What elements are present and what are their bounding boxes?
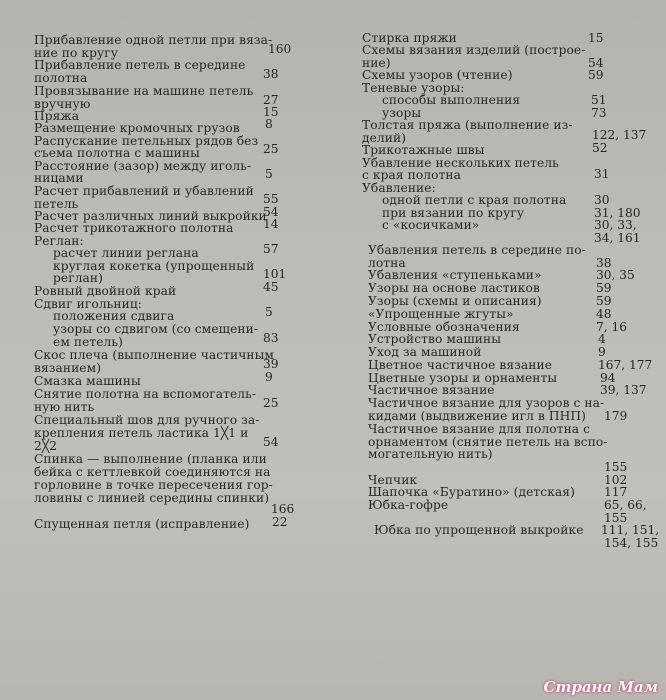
index-page-number: 48 (596, 307, 612, 321)
index-entry-text: Расчет различных линий выкройки (34, 209, 267, 223)
index-page-number: 30 (594, 193, 610, 207)
index-entry-text: Расчет прибавлений и убавлений (34, 184, 254, 198)
index-entry-text: Смазка машины (34, 374, 141, 388)
index-entry-text: орнаментом (снятие петель на вспо- (368, 435, 608, 449)
index-page-number: 57 (263, 242, 279, 256)
index-entry-text: Частичное вязание для полотна с (368, 422, 591, 436)
index-page-number: 8 (265, 117, 273, 131)
index-page-number: 31, 180 (594, 206, 641, 220)
index-entry-text: узоры со сдвигом (со смещени- (53, 322, 259, 336)
index-entry-text: ную нить (34, 400, 95, 414)
index-entry-text: Узоры на основе ластиков (368, 281, 540, 295)
index-page-number: 160 (268, 42, 292, 56)
index-entry-text: Толстая пряжа (выполнение из- (362, 118, 573, 132)
index-page-number: 14 (263, 217, 279, 231)
index-page-number: 65, 66, (604, 498, 647, 512)
index-entry-text: Частичное вязание (368, 383, 495, 397)
index-entry-text: Убавление: (362, 181, 436, 195)
index-page-number: 31 (594, 167, 610, 181)
index-page-number: 117 (604, 485, 628, 499)
index-page-number: 59 (596, 294, 612, 308)
index-page-number: 54 (588, 56, 604, 70)
index-page-number: 45 (263, 280, 279, 294)
index-entry-text: полотна (34, 71, 88, 85)
index-entry-text: 2╳2 (34, 439, 58, 453)
index-page-number: 166 (271, 502, 295, 516)
index-entry-text: Скос плеча (выполнение частичным (34, 348, 275, 362)
index-entry-text: делий) (362, 131, 407, 145)
index-entry-text: Реглан: (34, 234, 84, 248)
index-page-number: 179 (604, 409, 628, 423)
index-page-number: 38 (596, 256, 612, 270)
index-page-number: 155 (604, 460, 628, 474)
index-entry-text: при вязании по кругу (382, 206, 525, 220)
index-page-number: 39, 137 (600, 383, 647, 397)
index-entry-text: горловине в точке пересечения гор- (34, 478, 273, 492)
index-entry-text: Распускание петельных рядов без (34, 134, 259, 148)
index-page-number: 51 (591, 93, 607, 107)
index-entry-text: вязанием) (34, 361, 102, 375)
index-page-number: 15 (588, 31, 604, 45)
index-entry-text: Расчет трикотажного полотна (34, 221, 234, 235)
index-page-number: 38 (263, 67, 279, 81)
index-entry-text: петель (34, 197, 79, 211)
index-page-number: 155 (604, 511, 628, 525)
index-entry-text: Убавления «ступеньками» (368, 268, 542, 282)
index-page-number: 54 (263, 435, 279, 449)
index-entry-text: могательную нить) (368, 447, 493, 461)
index-entry-text: Спущенная петля (исправление) (34, 517, 250, 531)
index-page-number: 94 (600, 371, 616, 385)
index-entry-text: реглан) (53, 271, 103, 285)
index-entry-text: расчет линии реглана (53, 246, 199, 260)
index-page-number: 30, 35 (596, 268, 635, 282)
index-entry-text: ние) (362, 56, 391, 70)
index-entry-text: с края полотна (362, 168, 462, 182)
index-page-number: 15 (263, 105, 279, 119)
index-entry-text: «Упрощенные жгуты» (368, 307, 514, 321)
index-entry-text: Ровный двойной край (34, 284, 177, 298)
index-page-number: 111, 151, (601, 523, 660, 537)
index-page-number: 5 (265, 167, 273, 181)
index-page-number: 122, 137 (592, 128, 647, 142)
index-entry-text: Юбка-гофре (368, 498, 449, 512)
index-entry-text: Спинка — выполнение (планка или (34, 452, 267, 466)
index-entry-text: вручную (34, 97, 91, 111)
index-entry-text: Узоры (схемы и описания) (368, 294, 542, 308)
index-entry-text: способы выполнения (382, 93, 521, 107)
watermark-logo: Страна Мам (543, 678, 658, 696)
index-entry-text: Размещение кромочных грузов (34, 121, 240, 135)
index-entry-text: ем петель) (53, 335, 123, 349)
index-entry-text: Прибавление петель в середине (34, 58, 246, 72)
index-page-number: 4 (598, 332, 606, 346)
index-page-number: 5 (265, 305, 273, 319)
index-entry-text: Цветные узоры и орнаменты (368, 371, 558, 385)
index-page-number: 34, 161 (594, 231, 641, 245)
index-entry-text: ницами (34, 171, 84, 185)
index-page-number: 73 (591, 106, 607, 120)
index-page-number: 59 (588, 68, 604, 82)
index-page-number: 30, 33, (594, 218, 637, 232)
index-entry-text: Убавления петель в середине по- (368, 243, 586, 257)
index-entry-text: одной петли с края полотна (382, 193, 567, 207)
index-page-number: 22 (272, 515, 288, 529)
index-entry-text: Сдвиг игольниц: (34, 297, 142, 311)
index-entry-text: Схемы узоров (чтение) (362, 68, 513, 82)
index-entry-text: Провязывание на машине петель (34, 84, 254, 98)
index-entry-text: лотна (368, 256, 406, 270)
index-entry-text: Прибавление одной петли при вяза- (34, 33, 273, 47)
index-page-number: 54 (263, 205, 279, 219)
index-page-number: 154, 155 (604, 536, 659, 550)
index-entry-text: Уход за машиной (368, 345, 482, 359)
index-entry-text: Трикотажные швы (362, 143, 485, 157)
index-page-number: 7, 16 (596, 320, 628, 334)
index-entry-text: кидами (выдвижение игл в ПНП) (368, 409, 586, 423)
index-entry-text: съема полотна с машины (34, 146, 200, 160)
index-page-number: 101 (263, 267, 287, 281)
index-entry-text: крепления петель ластика 1╳1 и (34, 426, 249, 440)
index-page-number: 59 (596, 281, 612, 295)
index-entry-text: бейка с кеттлевкой соединяются на (34, 465, 271, 479)
index-entry-text: с «косичками» (382, 218, 480, 232)
index-page-number: 9 (265, 370, 273, 384)
index-page-number: 102 (604, 473, 628, 487)
index-entry-text: Юбка по упрощенной выкройке (374, 523, 584, 537)
index-entry-text: Схемы вязания изделий (построе- (362, 43, 586, 57)
index-entry-text: ние по кругу (34, 46, 119, 60)
index-page-number: 27 (263, 93, 279, 107)
index-entry-text: положения сдвига (53, 309, 175, 323)
index-entry-text: Стирка пряжи (362, 31, 457, 45)
index-entry-text: Теневые узоры: (362, 81, 465, 95)
index-entry-text: Чепчик (368, 473, 418, 487)
index-page-number: 25 (263, 142, 279, 156)
index-page-number: 167, 177 (598, 358, 653, 372)
index-entry-text: Пряжа (34, 109, 80, 123)
index-page-number: 83 (263, 331, 279, 345)
index-entry-text: Устройство машины (368, 332, 502, 346)
index-entry-text: Частичное вязание для узоров с на- (368, 396, 605, 410)
index-entry-text: Условные обозначения (368, 320, 520, 334)
index-entry-text: ловины с линией середины спинки) (34, 491, 270, 505)
index-page-number: 39 (263, 357, 279, 371)
index-entry-text: Цветное частичное вязание (368, 358, 553, 372)
index-entry-text: Шапочка «Буратино» (детская) (368, 485, 575, 499)
index-page-number: 55 (263, 192, 279, 206)
index-page-number: 25 (263, 396, 279, 410)
index-entry-text: узоры (382, 106, 422, 120)
index-page-number: 9 (598, 345, 606, 359)
index-page-number: 52 (592, 141, 608, 155)
index-entry-text: Специальный шов для ручного за- (34, 413, 260, 427)
index-entry-text: круглая кокетка (упрощенный (53, 259, 255, 273)
index-entry-text: Убавление нескольких петель (362, 156, 559, 170)
index-entry-text: Расстояние (зазор) между иголь- (34, 159, 252, 173)
index-entry-text: Снятие полотна на вспомогатель- (34, 387, 257, 401)
